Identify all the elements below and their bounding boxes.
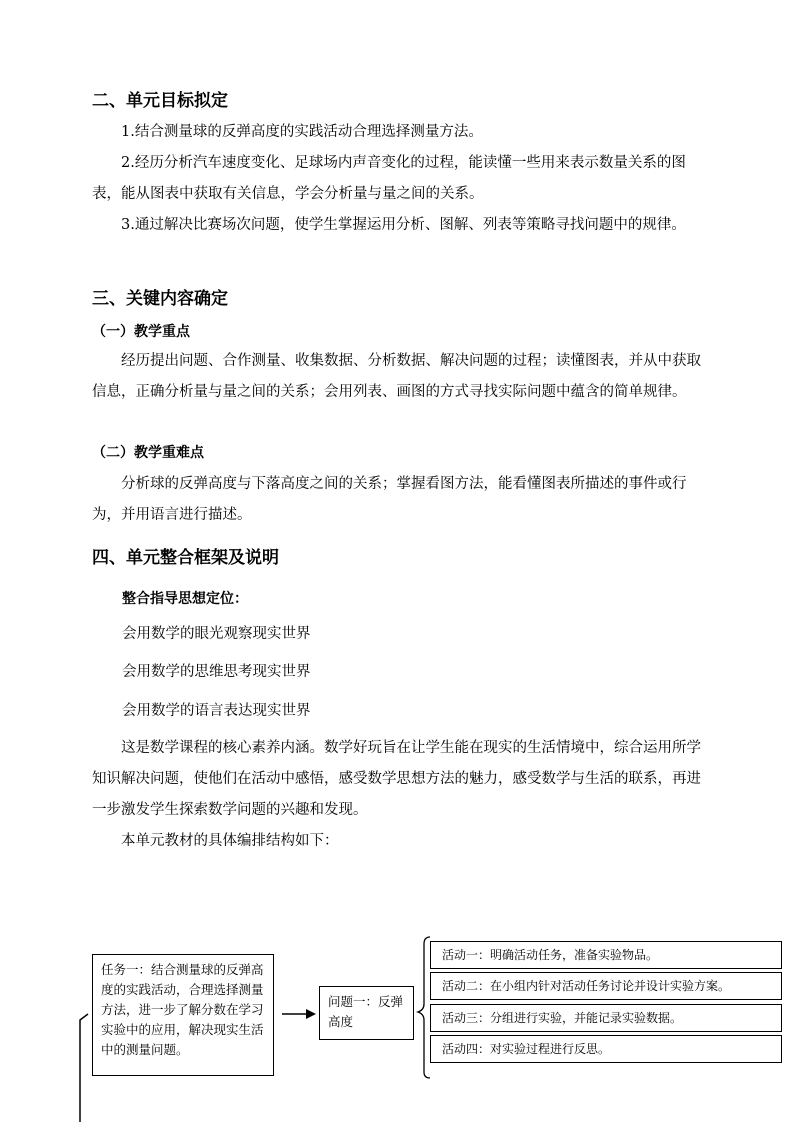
section-heading-framework: 四、单元整合框架及说明: [92, 548, 279, 568]
teaching-focus-text: 经历提出问题、合作测量、收集数据、分析数据、解决问题的过程；读懂图表，并从中获取信息，正确分析量与量之间的关系；会用列表、画图的方式寻找实际问题中蕴含的简单规律。: [92, 353, 701, 400]
goal-item-3: 3.通过解决比赛场次问题，使学生掌握运用分析、图解、列表等策略寻找问题中的规律。: [121, 217, 686, 233]
structure-intro: 本单元教材的具体编排结构如下：: [121, 833, 339, 849]
subheading-teaching-difficulty: （二）教学重难点: [92, 445, 204, 461]
goal-item-1: 1.结合测量球的反弹高度的实践活动合理选择测量方法。: [121, 124, 483, 140]
goal-item-2: 2.经历分析汽车速度变化、足球场内声音变化的过程，能读懂一些用来表示数量关系的图表，能从图表中获取有关信息，学会分析量与量之间的关系。: [92, 155, 686, 202]
teaching-difficulty-text: 分析球的反弹高度与下落高度之间的关系；掌握看图方法，能看懂图表所描述的事件或行为，并用语言进行描述。: [92, 476, 687, 523]
activity-box-4: 活动四：对实验过程进行反思。: [430, 1035, 782, 1063]
section-heading-key-content: 三、关键内容确定: [92, 289, 228, 309]
guide-line-3: 会用数学的语言表达现实世界: [122, 703, 311, 719]
guide-title: 整合指导思想定位：: [122, 591, 248, 607]
guide-line-1: 会用数学的眼光观察现实世界: [122, 626, 311, 642]
activity-box-1: 活动一：明确活动任务，准备实验物品。: [430, 941, 782, 969]
activity-box-2: 活动二：在小组内针对活动任务讨论并设计实验方案。: [430, 972, 782, 1000]
section-heading-goals: 二、单元目标拟定: [92, 91, 228, 111]
subheading-teaching-focus: （一）教学重点: [92, 324, 190, 340]
guide-line-2: 会用数学的思维思考现实世界: [122, 664, 311, 680]
problem-one-box: 问题一：反弹高度: [319, 986, 414, 1040]
activity-box-3: 活动三：分组进行实验，并能记录实验数据。: [430, 1004, 782, 1032]
task-one-box: 任务一：结合测量球的反弹高度的实践活动，合理选择测量方法，进一步了解分数在学习实验中的应用，解决现实生活中的测量问题。: [92, 954, 274, 1076]
core-literacy-paragraph: 这是数学课程的核心素养内涵。数学好玩旨在让学生能在现实的生活情境中，综合运用所学知识解决问题，使他们在活动中感悟，感受数学思想方法的魅力，感受数学与生活的联系，再进一步激发学生探索数学问题的兴趣和发现。: [92, 740, 701, 818]
